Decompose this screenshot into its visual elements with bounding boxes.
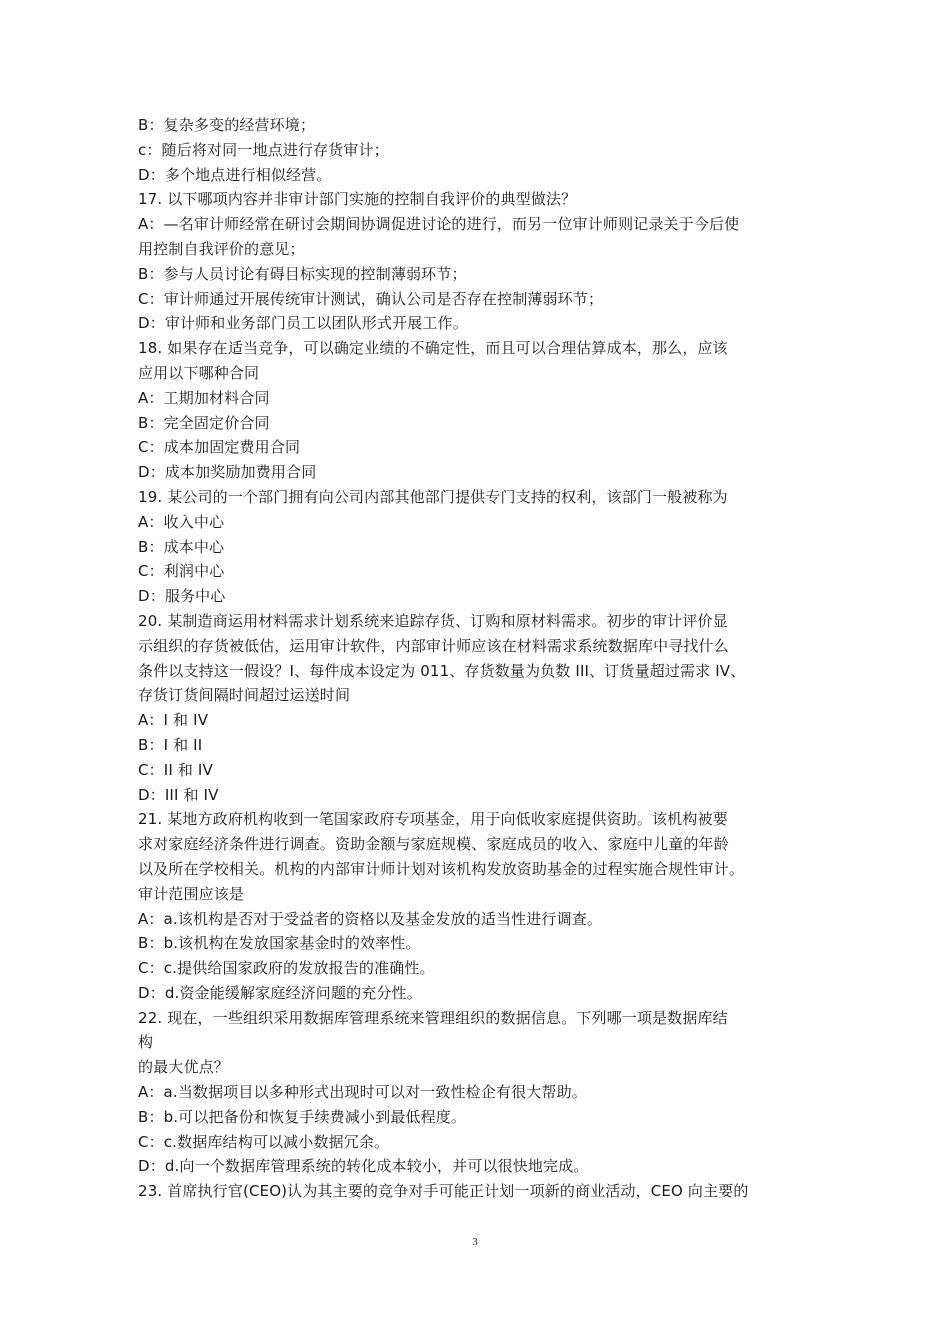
text-line: c：随后将对同一地点进行存货审计；	[138, 140, 389, 159]
text-line: A：I 和 IV	[138, 711, 209, 730]
text-line: B：b.该机构在发放国家基金时的效率性。	[138, 934, 421, 953]
text-line: 用控制自我评价的意见；	[138, 239, 305, 258]
text-line: D：d.向一个数据库管理系统的转化成本较小，并可以很快地完成。	[138, 1157, 589, 1176]
text-line: A：a.当数据项目以多种形式出现时可以对一致性检企有很大帮助。	[138, 1083, 587, 1102]
text-line: 的最大优点？	[138, 1058, 229, 1077]
text-line: C：审计师通过开展传统审计测试，确认公司是否存在控制薄弱环节；	[138, 289, 604, 308]
text-line: C：c.数据库结构可以减小数据冗余。	[138, 1132, 390, 1151]
text-line: D：III 和 IV	[138, 785, 219, 804]
text-line: B：I 和 II	[138, 735, 203, 754]
text-line: C：c.提供给国家政府的发放报告的准确性。	[138, 959, 435, 978]
text-line: A：收入中心	[138, 512, 225, 531]
text-line: A：工期加材料合同	[138, 388, 270, 407]
text-line: A：—名审计师经常在研讨会期间协调促进讨论的进行，而另一位审计师则记录关于今后使	[138, 215, 740, 234]
text-line: 审计范围应该是	[138, 884, 245, 903]
text-line: 示组织的存货被低估，运用审计软件，内部审计师应该在材料需求系统数据库中寻找什么	[138, 636, 729, 655]
text-line: D：审计师和业务部门员工以团队形式开展工作。	[138, 314, 468, 333]
text-line: C：II 和 IV	[138, 760, 213, 779]
text-line: D：成本加奖励加费用合同	[138, 463, 317, 482]
text-line: D：服务中心	[138, 587, 226, 606]
text-line: 20. 某制造商运用材料需求计划系统来追踪存货、订购和原材料需求。初步的审计评价显	[138, 611, 728, 630]
text-line: 求对家庭经济条件进行调查。资助金额与家庭规模、家庭成员的收入、家庭中儿童的年龄	[138, 835, 729, 854]
text-line: 21. 某地方政府机构收到一笔国家政府专项基金，用于向低收家庭提供资助。该机构被要	[138, 810, 728, 829]
text-line: 构	[138, 1033, 154, 1052]
text-line: 应用以下哪种合同	[138, 363, 260, 382]
text-line: A：a.该机构是否对于受益者的资格以及基金发放的适当性进行调查。	[138, 909, 603, 928]
text-line: C：利润中心	[138, 562, 225, 581]
text-line: 条件以支持这一假设？I、每件成本设定为 011、存货数量为负数 III、订货量超过需求 IV、	[138, 661, 746, 680]
document-body	[138, 113, 828, 1204]
page-number: 3	[472, 1236, 478, 1248]
text-line: 23. 首席执行官(CEO)认为其主要的竞争对手可能正计划一项新的商业活动，CEO 向主要的	[138, 1182, 749, 1201]
text-line: 18. 如果存在适当竞争，可以确定业绩的不确定性，而且可以合理估算成本，那么，应该	[138, 339, 728, 358]
text-line: 19. 某公司的一个部门拥有向公司内部其他部门提供专门支持的权利，该部门一般被称为	[138, 487, 728, 506]
text-line: C：成本加固定费用合同	[138, 438, 301, 457]
text-line: B：复杂多变的经营环境；	[138, 116, 316, 134]
text-line: B：成本中心	[138, 537, 225, 556]
text-line: D：多个地点进行相似经营。	[138, 165, 332, 184]
text-line: B：参与人员讨论有碍目标实现的控制薄弱环节；	[138, 264, 467, 283]
text-line: 存货订货间隔时间超过运送时间	[138, 686, 351, 705]
text-line: D：d.资金能缓解家庭经济问题的充分性。	[138, 983, 422, 1002]
text-line: 以及所在学校相关。机构的内部审计师计划对该机构发放资助基金的过程实施合规性审计。	[138, 859, 745, 878]
text-line: 17. 以下哪项内容并非审计部门实施的控制自我评价的典型做法？	[138, 190, 577, 209]
text-line: B：完全固定价合同	[138, 413, 270, 432]
text-line: 22. 现在，一些组织采用数据库管理系统来管理组织的数据信息。下列哪一项是数据库结	[138, 1008, 728, 1027]
text-line: B：b.可以把备份和恢复手续费减小到最低程度。	[138, 1107, 467, 1126]
